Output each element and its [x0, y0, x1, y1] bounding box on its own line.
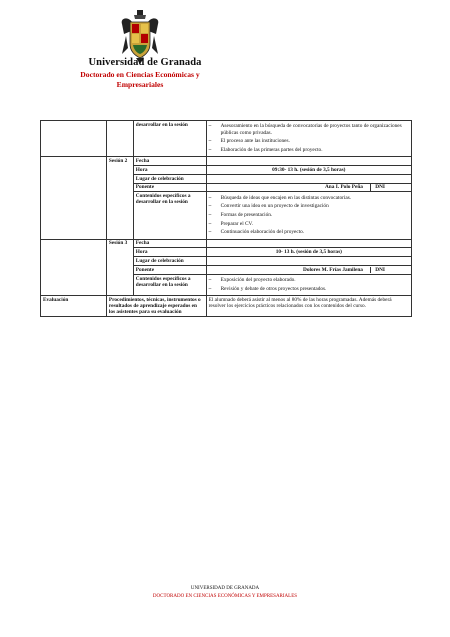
contenidos-list-cell [206, 192, 411, 239]
table-row [41, 121, 412, 157]
blank-cell [106, 121, 133, 157]
lugar-value [206, 257, 411, 266]
dni-label: DNI [370, 267, 385, 273]
contenidos-label: Contenidos específicos a desarrollar en la sesión [133, 274, 206, 295]
footer-university: UNIVERSIDAD DE GRANADA [190, 586, 260, 591]
lugar-label: Lugar de celebración [133, 174, 206, 183]
page-footer [0, 585, 450, 601]
university-crest-icon [118, 10, 162, 64]
session-2-name: Sesión 2 [106, 157, 133, 239]
contenidos-label: Contenidos específicos a desarrollar en la sesión [133, 192, 206, 239]
table-row [41, 296, 412, 317]
hora-label: Hora [133, 165, 206, 174]
contenidos-list [209, 277, 409, 292]
ponente-cell [206, 183, 411, 192]
list-item: – Preparar el CV. [209, 221, 409, 227]
course-table [40, 120, 412, 317]
evaluacion-criteria: Procedimientos, técnicas, instrumentos o resultados de aprendizaje esperados en los asistentes para su evaluación [106, 296, 206, 317]
ponente-value: Ana I. Polo Peña [324, 184, 363, 191]
list-item: – Formas de presentación. [209, 212, 409, 218]
university-name: Universidad de Granada [88, 57, 202, 68]
list-item: – Continuación elaboración del proyecto. [209, 229, 409, 235]
contenidos-list [209, 123, 409, 153]
lugar-value [206, 174, 411, 183]
fecha-value [206, 157, 411, 166]
footer-program: DOCTORADO EN CIENCIAS ECONÓMICAS Y EMPRESARIALES [152, 594, 298, 599]
blank-cell [41, 121, 107, 157]
ponente-label: Ponente [133, 265, 206, 274]
blank-cell [41, 239, 107, 296]
table-row [41, 157, 412, 166]
hora-label: Hora [133, 248, 206, 257]
list-item: – Exposición del proyecto elaborado. [209, 277, 409, 283]
table-row [41, 239, 412, 248]
ponente-value: Dolores M. Frías Jamilena [303, 266, 363, 273]
contenidos-list [209, 195, 409, 236]
list-item: – Revisión y debate de otros proyectos presentados. [209, 286, 409, 292]
program-name-line-1: Doctorado en Ciencias Económicas y [80, 70, 200, 79]
fecha-label: Fecha [133, 157, 206, 166]
lugar-label: Lugar de celebración [133, 257, 206, 266]
blank-cell [41, 157, 107, 239]
fecha-label: Fecha [133, 239, 206, 248]
dni-label: DNI [370, 184, 385, 190]
list-item: – El proceso ante las instituciones. [209, 138, 409, 144]
contenidos-label: desarrollar en la sesión [133, 121, 206, 157]
program-name-line-2: Empresariales [116, 80, 164, 89]
session-3-name: Sesión 3 [106, 239, 133, 296]
ponente-label: Ponente [133, 183, 206, 192]
ponente-cell [206, 265, 411, 274]
fecha-value [206, 239, 411, 248]
program-name [40, 70, 240, 90]
evaluacion-text: El alumnado deberá asistir al menos al 80% de las horas programadas. Además deberá resolver los ejercicios prácticos relacionados con los contenidos del curso. [206, 296, 411, 317]
hora-value: 09:30- 13 h. (sesión de 3,5 horas) [206, 165, 411, 174]
contenidos-list-cell [206, 121, 411, 157]
list-item: – Convertir una idea en un proyecto de investigación [209, 203, 409, 209]
list-item: – Asesoramiento en la búsqueda de convocatorias de proyectos tanto de organizaciones públicas como privadas. [209, 123, 409, 135]
evaluacion-label: Evaluación [41, 296, 107, 317]
hora-value: 10- 13 h. (sesión de 3,5 horas) [206, 248, 411, 257]
list-item: – Elaboración de las primeras partes del proyecto. [209, 147, 409, 153]
list-item: – Búsqueda de ideas que encajen en las distintas convocatorias. [209, 195, 409, 201]
contenidos-list-cell [206, 274, 411, 295]
